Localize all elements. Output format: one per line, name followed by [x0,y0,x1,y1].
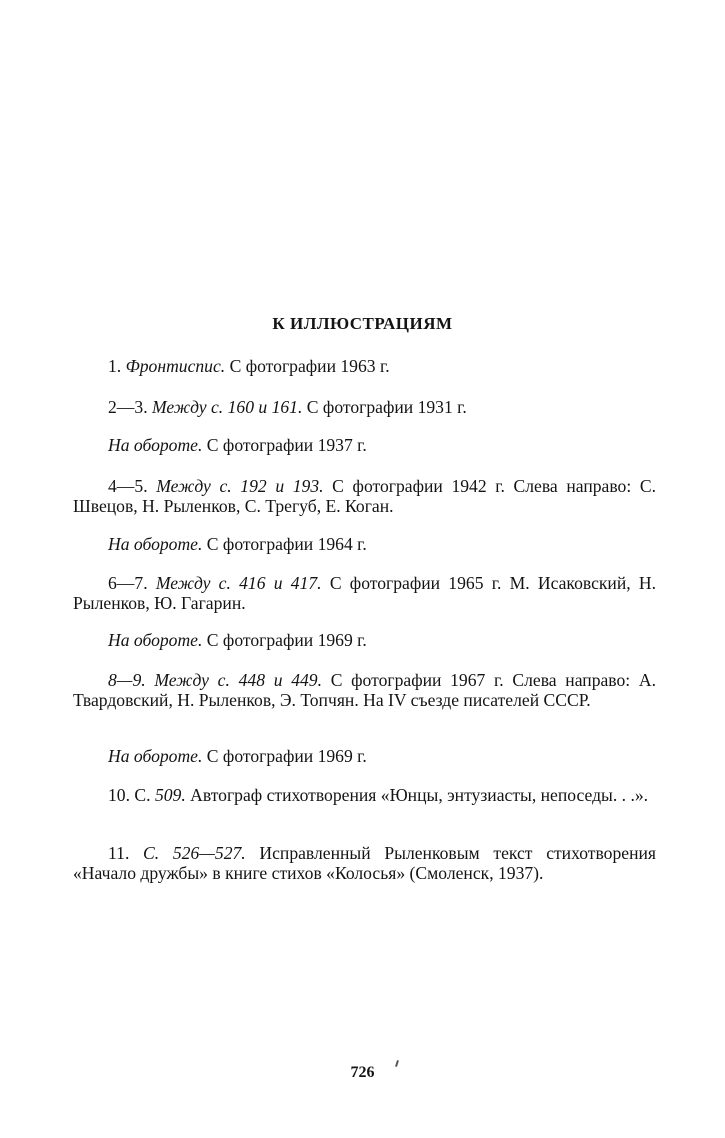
entry-location: На обороте. [108,534,203,554]
entry-text: С фотографии 1942 г. Слева направо: С. Швецов, Н. Рыленков, С. Трегуб, Е. Коган. [73,476,656,516]
entry-location: Между с. 192 и 193. [156,476,324,496]
entry-location: На обороте. [108,630,203,650]
entry-text: С фотографии 1969 г. [202,746,367,766]
illustration-entry [73,630,656,650]
entry-location: Фронтиспис. [125,356,226,376]
entry-ref: 4—5. [108,476,157,496]
illustration-entry [73,534,656,554]
entry-ref: 6—7. [108,573,156,593]
entry-ref: 10. С. [108,785,155,805]
entry-location: На обороте. [108,435,203,455]
entry-text: С фотографии 1937 г. [202,435,367,455]
illustration-entry [73,356,656,376]
entry-location: С. 526—527. [143,843,246,863]
entry-text: С фотографии 1964 г. [202,534,367,554]
entry-location: Между с. 160 и 161. [151,397,303,417]
entry-text: С фотографии 1969 г. [202,630,367,650]
entry-location: На обороте. [108,746,203,766]
illustration-entry [73,476,656,516]
entry-ref: 2—3. [108,397,152,417]
illustration-entry [73,435,656,455]
illustration-entry [73,397,656,417]
section-heading: К ИЛЛЮСТРАЦИЯМ [272,314,453,333]
entry-location: Между с. 416 и 417. [155,573,322,593]
illustration-entry [73,573,656,613]
illustration-entry [73,785,656,805]
entry-ref: 11. [108,843,144,863]
illustration-entry [73,670,656,710]
entry-location: 509. [154,785,186,805]
illustration-entry [73,746,656,766]
illustration-entry [73,843,656,883]
entry-text: С фотографии 1967 г. Слева направо: А. Твардовский, Н. Рыленков, Э. Топчян. На IV съезде писателей СССР. [73,670,656,710]
entry-text: Автограф стихотворения «Юнцы, энтузиасты, непоседы. . .». [185,785,649,805]
entry-text: Исправленный Рыленковым текст стихотворения «Начало дружбы» в книге стихов «Колосья» (Смоленск, 1937). [73,843,656,883]
entry-text: С фотографии 1931 г. [302,397,467,417]
page-number: 726 [350,1064,375,1081]
entry-text: С фотографии 1963 г. [225,356,390,376]
entry-location: 8—9. Между с. 448 и 449. [108,670,322,690]
entry-ref: 1. [108,356,126,376]
entry-text: С фотографии 1965 г. М. Исаковский, Н. Рыленков, Ю. Гагарин. [73,573,657,613]
